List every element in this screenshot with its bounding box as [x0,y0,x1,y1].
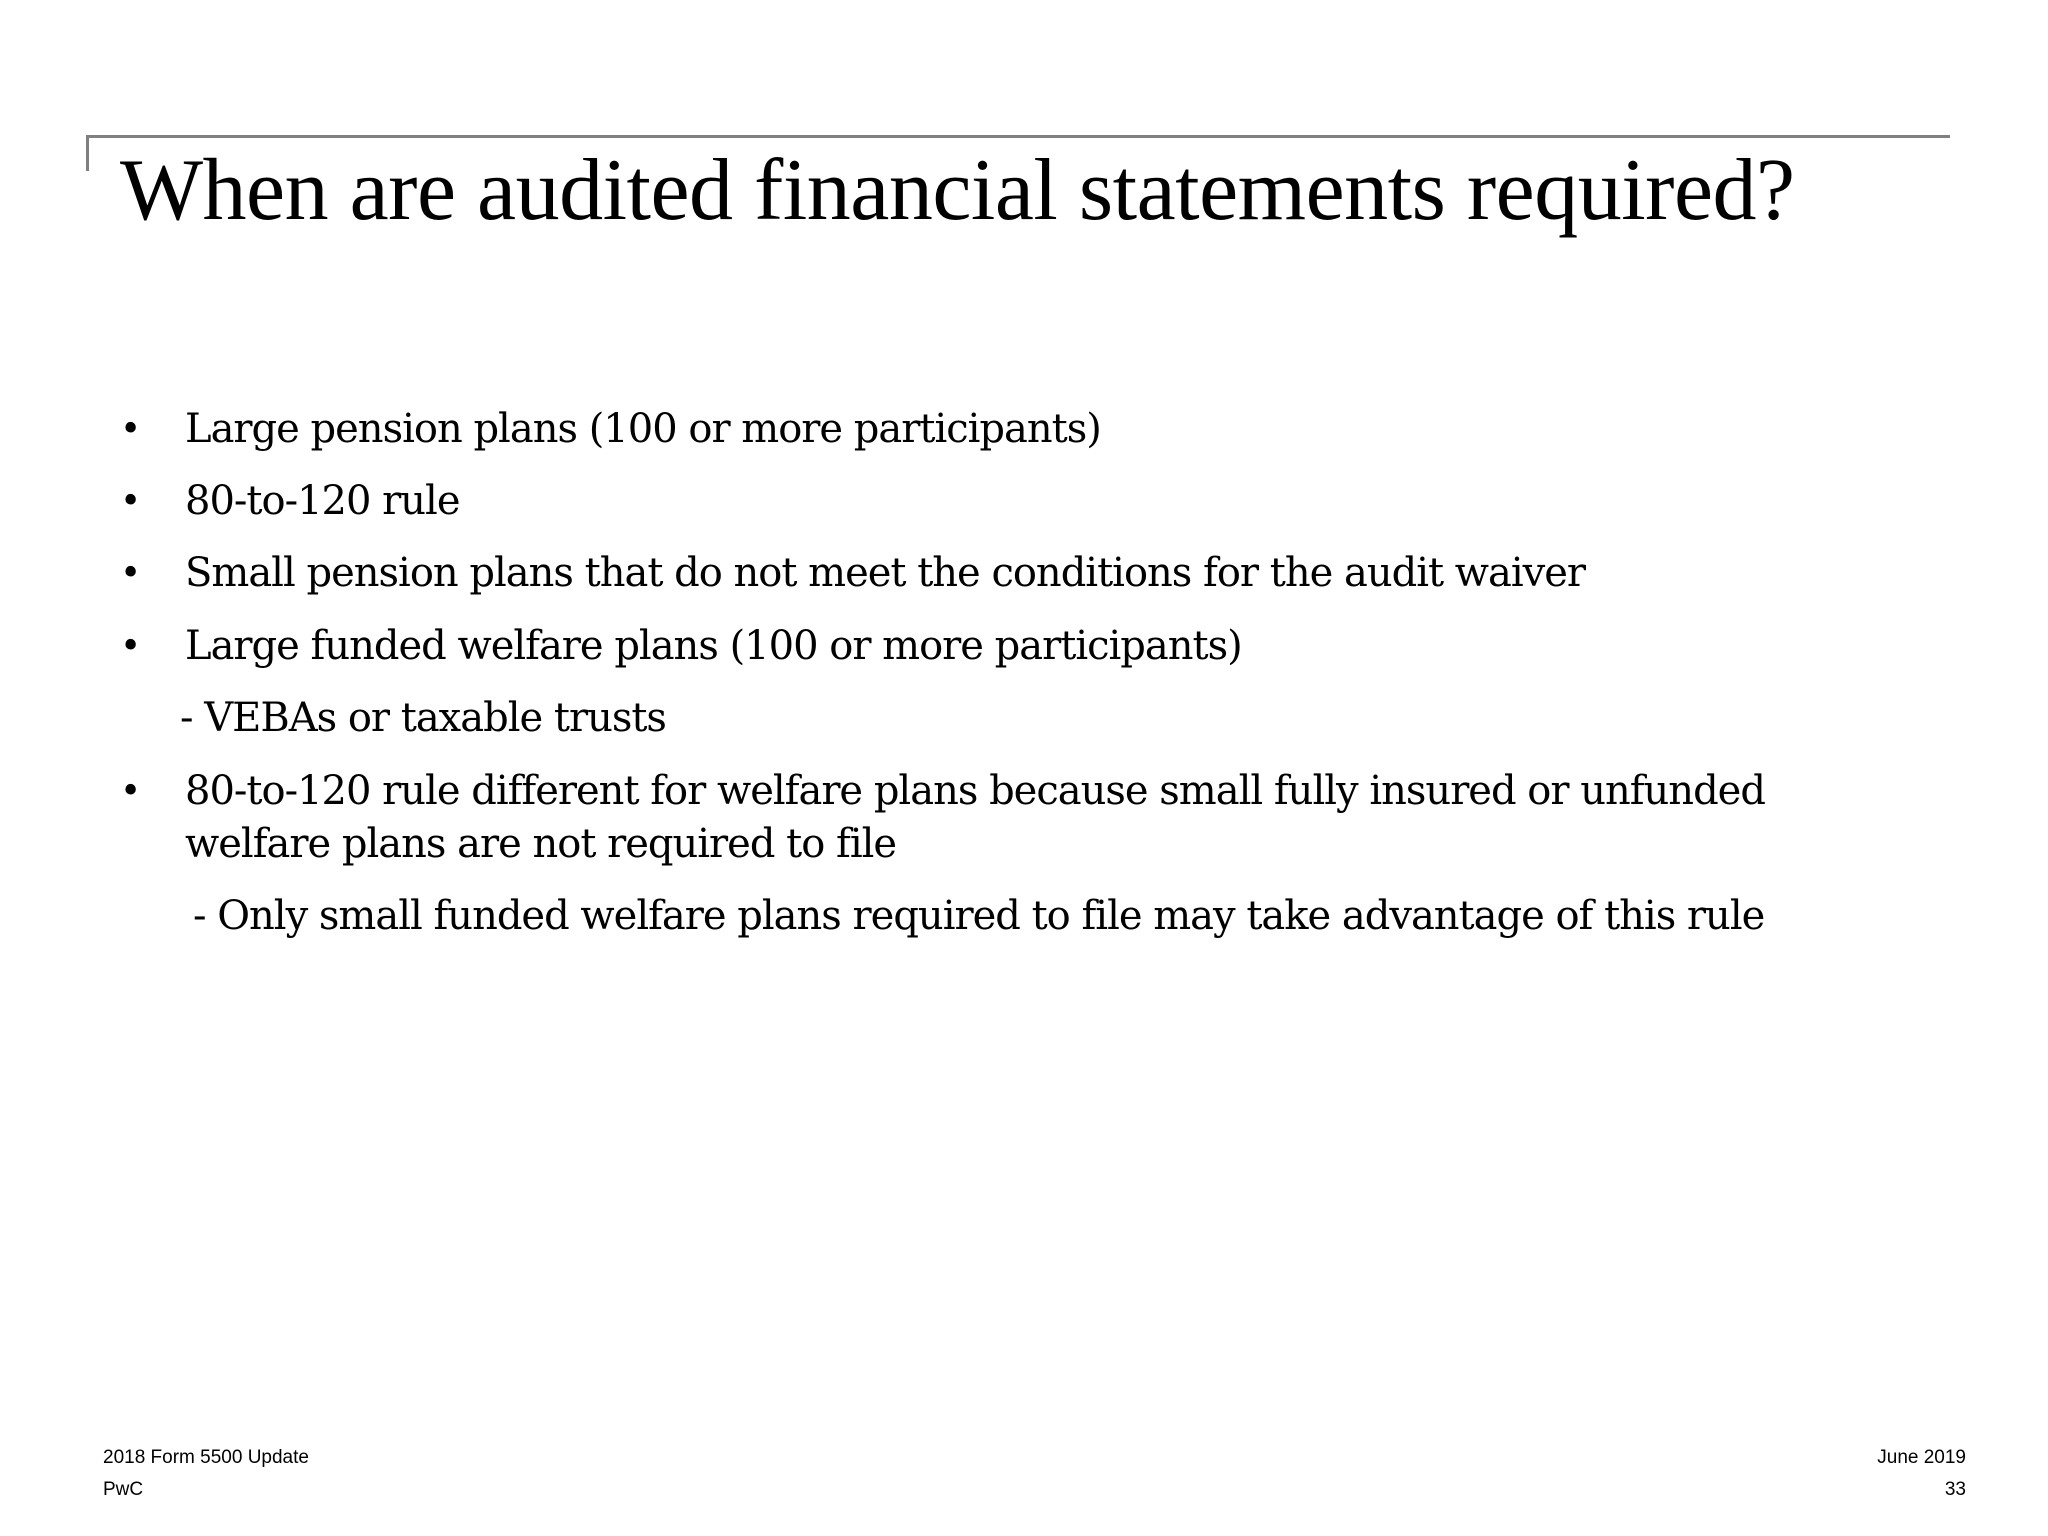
bullet-item: 80-to-120 rule [185,478,460,524]
title-rule [87,135,1950,138]
bullet-item: 80-to-120 rule different for welfare plans because small fully insured or unfunded [185,768,1765,814]
slide-title: When are audited financial statements required? [120,142,1795,239]
sub-item: - VEBAs or taxable trusts [180,695,666,741]
title-corner-rule [86,135,89,171]
sub-item: - Only small funded welfare plans required to file may take advantage of this rule [193,893,1765,939]
page-number: 33 [1944,1479,1966,1500]
bullet-item-continuation: welfare plans are not required to file [185,821,897,867]
footer-company: PwC [103,1479,144,1500]
footer-title: 2018 Form 5500 Update [103,1447,309,1468]
bullet-icon: • [120,409,141,450]
bullet-icon: • [120,771,141,812]
bullet-icon: • [120,626,141,667]
bullet-item: Small pension plans that do not meet the conditions for the audit waiver [185,550,1586,596]
bullet-item: Large pension plans (100 or more participants) [185,406,1101,452]
bullet-item: Large funded welfare plans (100 or more participants) [185,623,1242,669]
bullet-icon: • [120,553,141,594]
footer-date: June 2019 [1877,1447,1966,1468]
bullet-icon: • [120,481,141,522]
